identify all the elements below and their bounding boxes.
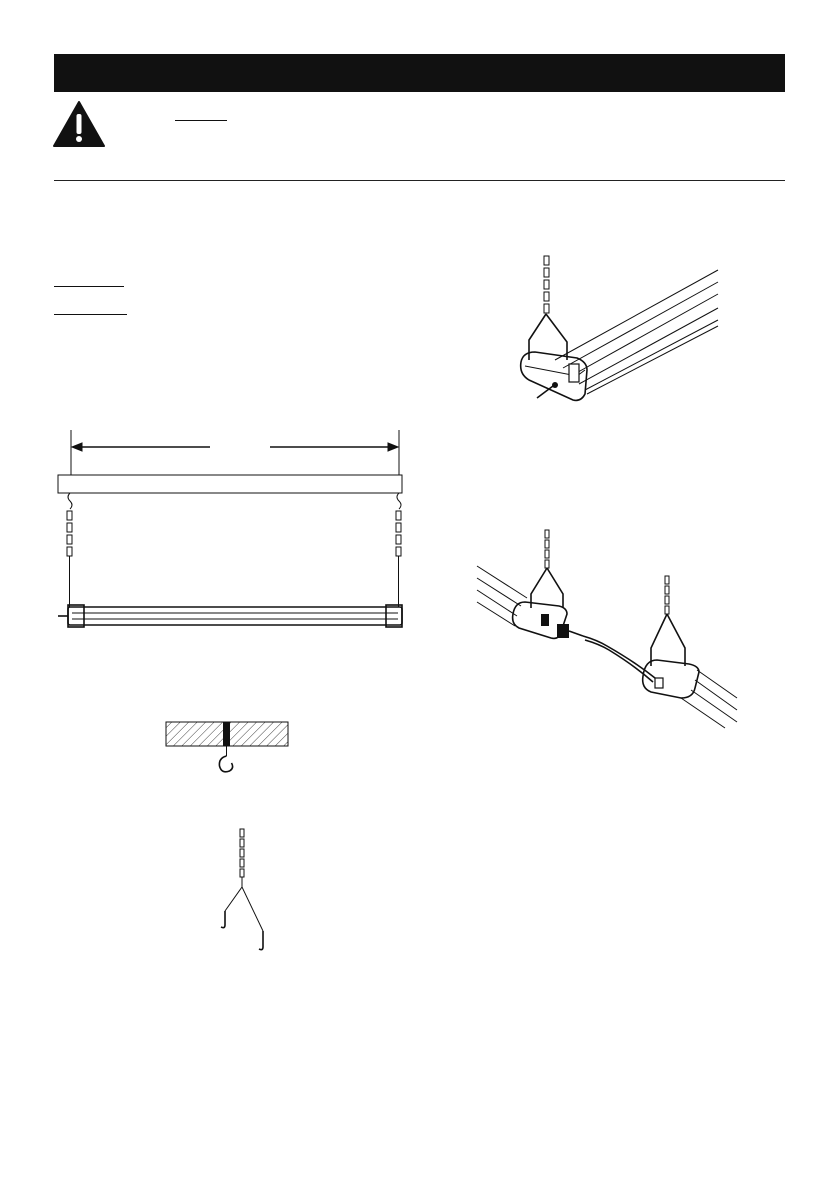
- chain-v-hook-diagram: [215, 825, 275, 955]
- step-label-underline: [54, 314, 127, 315]
- ceiling-hook-diagram: [165, 720, 290, 780]
- fixture-linking-diagram: [475, 528, 740, 733]
- fixture-end-bracket-diagram: [515, 252, 725, 412]
- warning-triangle-icon: [52, 100, 106, 148]
- fixture-hanging-diagram: [50, 425, 410, 635]
- section-header-bar: [54, 54, 785, 92]
- warning-label-underline: [175, 120, 227, 121]
- section-divider: [54, 180, 785, 181]
- step-label-underline: [54, 286, 124, 287]
